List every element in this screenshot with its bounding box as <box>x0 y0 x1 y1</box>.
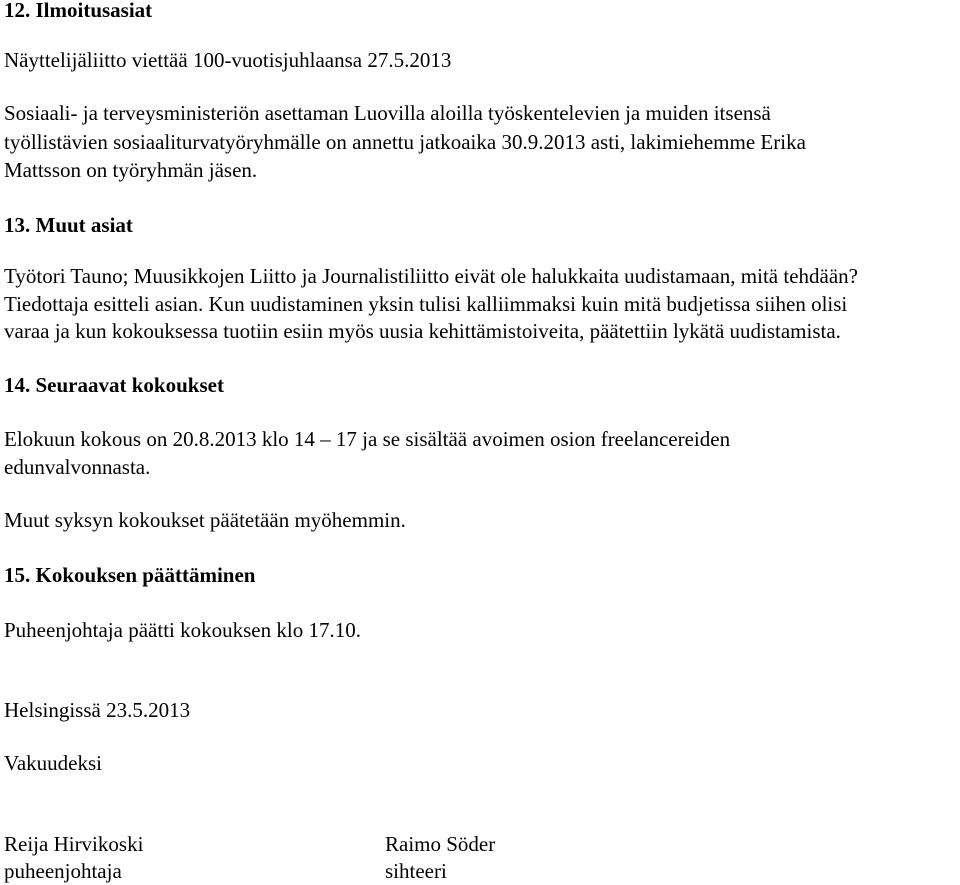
place-and-date: Helsingissä 23.5.2013 <box>4 698 191 722</box>
signatory-name-secretary: Raimo Söder <box>385 832 496 856</box>
section-13-paragraph-line-1: Työtori Tauno; Muusikkojen Liitto ja Journalistiliitto eivät ole halukkaita uudistamaan, mitä tehdään? <box>4 264 858 288</box>
section-12-paragraph-2-line-2: työllistävien sosiaaliturvatyöryhmälle on annettu jatkoaika 30.9.2013 asti, lakimiehemme Erika <box>4 130 806 154</box>
section-14-paragraph-2: Muut syksyn kokoukset päätetään myöhemmin. <box>4 508 406 532</box>
section-14-heading: 14. Seuraavat kokoukset <box>4 373 224 397</box>
attestation: Vakuudeksi <box>4 751 102 775</box>
signatory-role-secretary: sihteeri <box>385 859 447 883</box>
section-12-heading: 12. Ilmoitusasiat <box>4 0 153 22</box>
section-12-paragraph-1: Näyttelijäliitto viettää 100-vuotisjuhlaansa 27.5.2013 <box>4 48 452 72</box>
section-12-paragraph-2-line-3: Mattsson on työryhmän jäsen. <box>4 158 258 182</box>
signatory-name-chair: Reija Hirvikoski <box>4 832 144 856</box>
section-14-paragraph-1-line-1: Elokuun kokous on 20.8.2013 klo 14 – 17 ja se sisältää avoimen osion freelancereiden <box>4 427 731 451</box>
section-13-paragraph-line-2: Tiedottaja esitteli asian. Kun uudistaminen yksin tulisi kalliimmaksi kuin mitä budjetissa siihen olisi <box>4 292 848 316</box>
section-14-paragraph-1-line-2: edunvalvonnasta. <box>4 455 151 479</box>
section-12-paragraph-2-line-1: Sosiaali- ja terveysministeriön asettaman Luovilla aloilla työskentelevien ja muiden itsensä <box>4 101 771 125</box>
section-15-heading: 15. Kokouksen päättäminen <box>4 563 256 587</box>
signatory-role-chair: puheenjohtaja <box>4 859 122 883</box>
section-13-heading: 13. Muut asiat <box>4 213 133 237</box>
section-13-paragraph-line-3: varaa ja kun kokouksessa tuotiin esiin myös uusia kehittämistoiveita, päätettiin lykätä uudistamista. <box>4 319 841 343</box>
section-15-paragraph: Puheenjohtaja päätti kokouksen klo 17.10. <box>4 618 361 642</box>
